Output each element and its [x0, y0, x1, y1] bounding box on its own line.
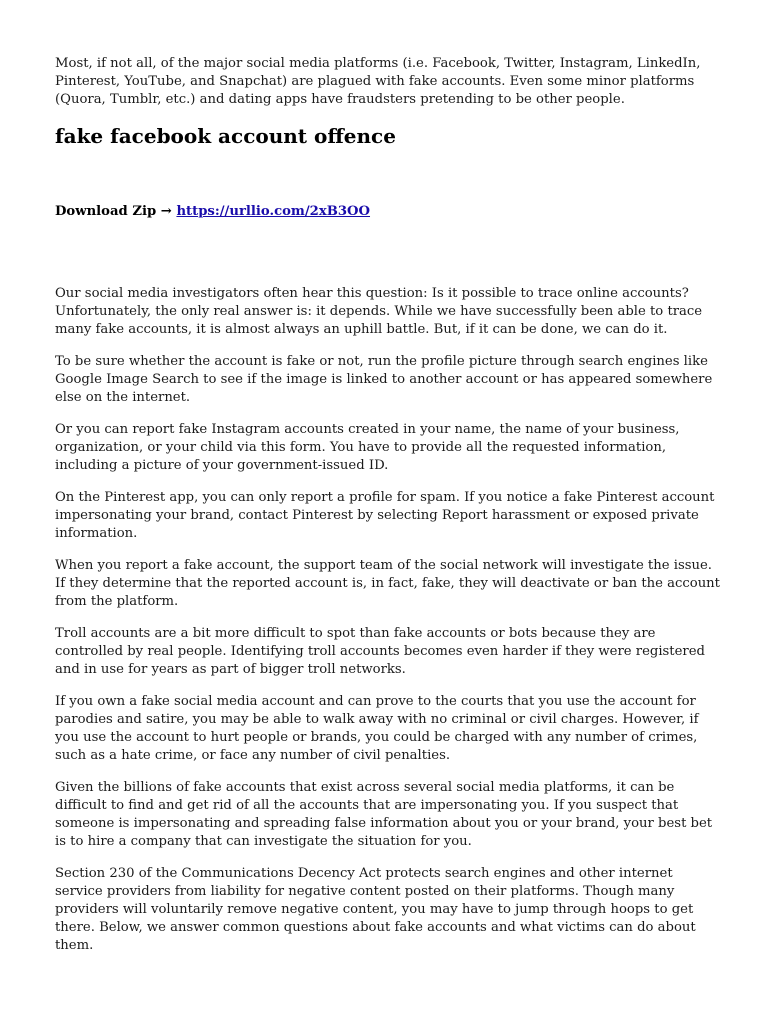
document-page [55, 55, 720, 969]
intro-paragraph: Most, if not all, of the major social media platforms (i.e. Facebook, Twitter, Instagram, LinkedIn, Pinterest, YouTube, and Snapchat) are plagued with fake accounts. Even some minor platforms (Quora, Tumblr, etc.) and dating apps have fraudsters pretending to be other people. [55, 56, 701, 107]
download-link[interactable]: https://urllio.com/2xB3OO [176, 204, 371, 219]
body-paragraph-2: To be sure whether the account is fake or not, run the profile picture through search engines like Google Image Search to see if the image is linked to another account or has appeared somewhere else on the internet. [55, 354, 713, 405]
body-paragraph-1: Our social media investigators often hear this question: Is it possible to trace online accounts? Unfortunately, the only real answer is: it depends. While we have successfully been able to trace many fake accounts, it is almost always an uphill battle. But, if it can be done, we can do it. [55, 286, 703, 337]
body-paragraph-6: Troll accounts are a bit more difficult to spot than fake accounts or bots because they are controlled by real people. Identifying troll accounts becomes even harder if they were registered and in use for years as part of bigger troll networks. [55, 626, 705, 677]
body-paragraph-4: On the Pinterest app, you can only report a profile for spam. If you notice a fake Pinterest account impersonating your brand, contact Pinterest by selecting Report harassment or exposed private information. [55, 490, 715, 541]
page-title: fake facebook account offence [55, 124, 396, 148]
body-paragraph-7: If you own a fake social media account and can prove to the courts that you use the account for parodies and satire, you may be able to walk away with no criminal or civil charges. However, if you use the account to hurt people or brands, you could be charged with any number of crimes, such as a hate crime, or face any number of civil penalties. [55, 694, 699, 763]
download-line [55, 203, 720, 221]
body-paragraph-8: Given the billions of fake accounts that exist across several social media platforms, it can be difficult to find and get rid of all the accounts that are impersonating you. If you suspect that someone is impersonating and spreading false information about you or your brand, your best bet is to hire a company that can investigate the situation for you. [55, 780, 713, 849]
body-paragraph-5: When you report a fake account, the support team of the social network will investigate the issue. If they determine that the reported account is, in fact, fake, they will deactivate or ban the account from the platform. [55, 558, 720, 609]
download-label: Download Zip → [55, 204, 172, 219]
body-paragraph-3: Or you can report fake Instagram accounts created in your name, the name of your business, organization, or your child via this form. You have to provide all the requested information, including a picture of your government-issued ID. [55, 422, 680, 473]
body-paragraph-9: Section 230 of the Communications Decency Act protects search engines and other internet service providers from liability for negative content posted on their platforms. Though many providers will voluntarily remove negative content, you may have to jump through hoops to get there. Below, we answer common questions about fake accounts and what victims can do about them. [55, 866, 696, 953]
